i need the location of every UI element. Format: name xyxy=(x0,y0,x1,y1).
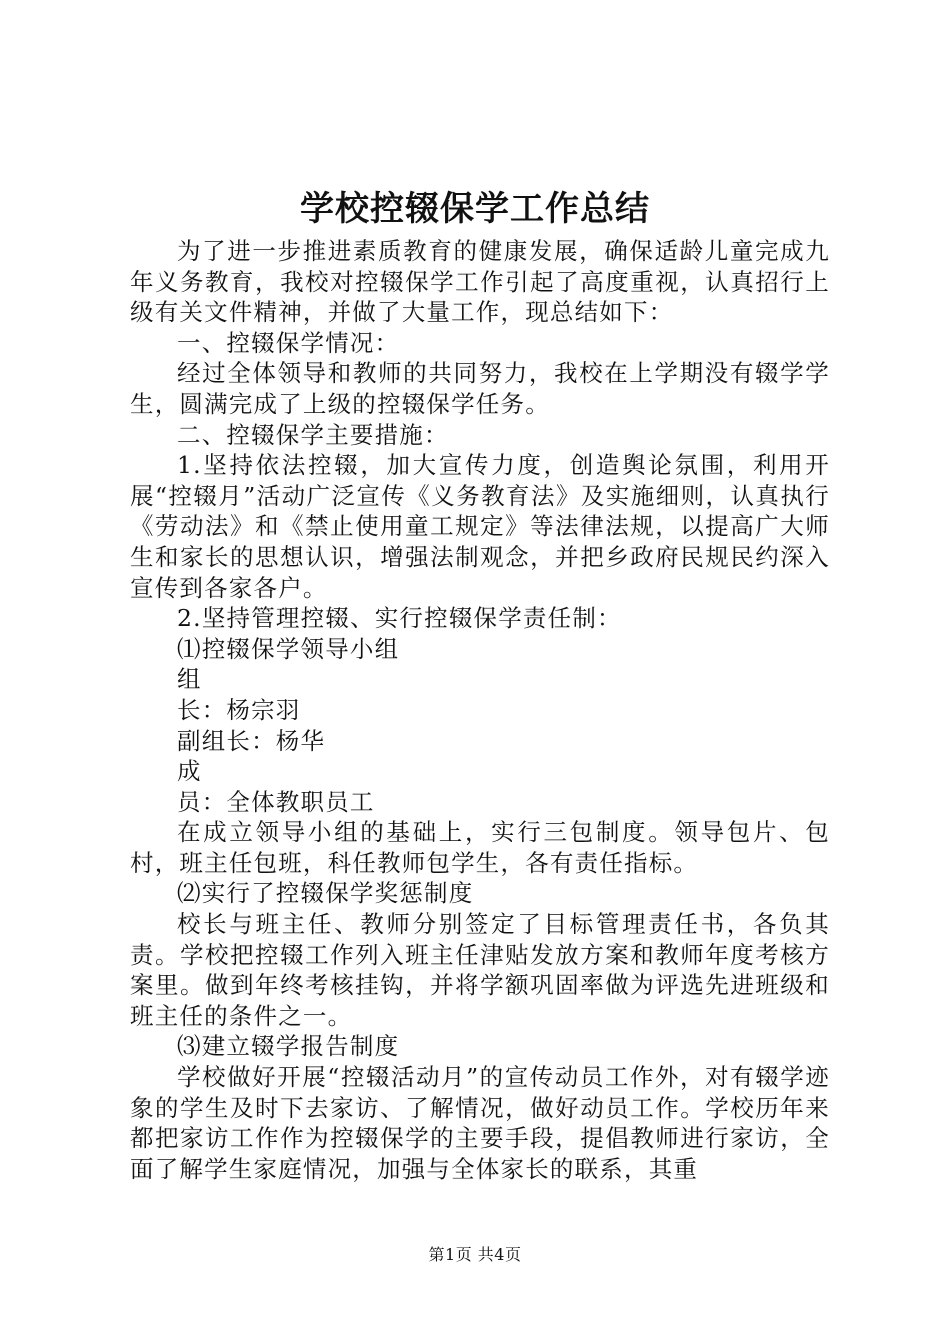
list-item: 组 xyxy=(177,665,202,694)
subheading: ⑵实行了控辍保学奖惩制度 xyxy=(177,879,474,908)
subheading: ⑶建立辍学报告制度 xyxy=(177,1032,400,1061)
paragraph: 1.坚持依法控辍，加大宣传力度，创造舆论氛围，利用开展“控辍月”活动广泛宣传《义务教育法》及实施细则，认真执行《劳动法》和《禁止使用童工规定》等法律法规，以提高广大师生和家长的思想认识，增强法制观念，并把乡政府民规民约深入宣传到各家各户。 xyxy=(130,451,830,602)
list-item: 副组长：杨华 xyxy=(177,726,326,755)
paragraph: 为了进一步推进素质教育的健康发展，确保适龄儿童完成九年义务教育，我校对控辍保学工作引起了高度重视，认真招行上级有关文件精神，并做了大量工作，现总结如下： xyxy=(130,237,830,327)
paragraph: 在成立领导小组的基础上，实行三包制度。领导包片、包村，班主任包班，科任教师包学生，各有责任指标。 xyxy=(130,818,830,877)
document-title: 学校控辍保学工作总结 xyxy=(300,189,650,229)
paragraph: 校长与班主任、教师分别签定了目标管理责任书，各负其责。学校把控辍工作列入班主任津贴发放方案和教师年度考核方案里。做到年终考核挂钩，并将学额巩固率做为评选先进班级和班主任的条件之一。 xyxy=(130,910,830,1030)
section-heading: 二、控辍保学主要措施： xyxy=(177,420,449,449)
section-heading: 一、控辍保学情况： xyxy=(177,328,400,357)
paragraph: 经过全体领导和教师的共同努力，我校在上学期没有辍学学生，圆满完成了上级的控辍保学任务。 xyxy=(130,359,830,418)
paragraph: 学校做好开展“控辍活动月”的宣传动员工作外，对有辍学迹象的学生及时下去家访、了解情况，做好动员工作。学校历年来都把家访工作作为控辍保学的主要手段，提倡教师进行家访，全面了解学生家庭情况，加强与全体家长的联系，其重 xyxy=(130,1063,830,1183)
page-number-footer: 第1页 共4页 xyxy=(428,1245,522,1264)
list-item: 员：全体教职员工 xyxy=(177,787,375,816)
paragraph: 2.坚持管理控辍、实行控辍保学责任制： xyxy=(177,604,622,633)
document-body xyxy=(130,236,830,1184)
subheading: ⑴控辍保学领导小组 xyxy=(177,634,400,663)
list-item: 长：杨宗羽 xyxy=(177,695,301,724)
list-item: 成 xyxy=(177,757,202,786)
